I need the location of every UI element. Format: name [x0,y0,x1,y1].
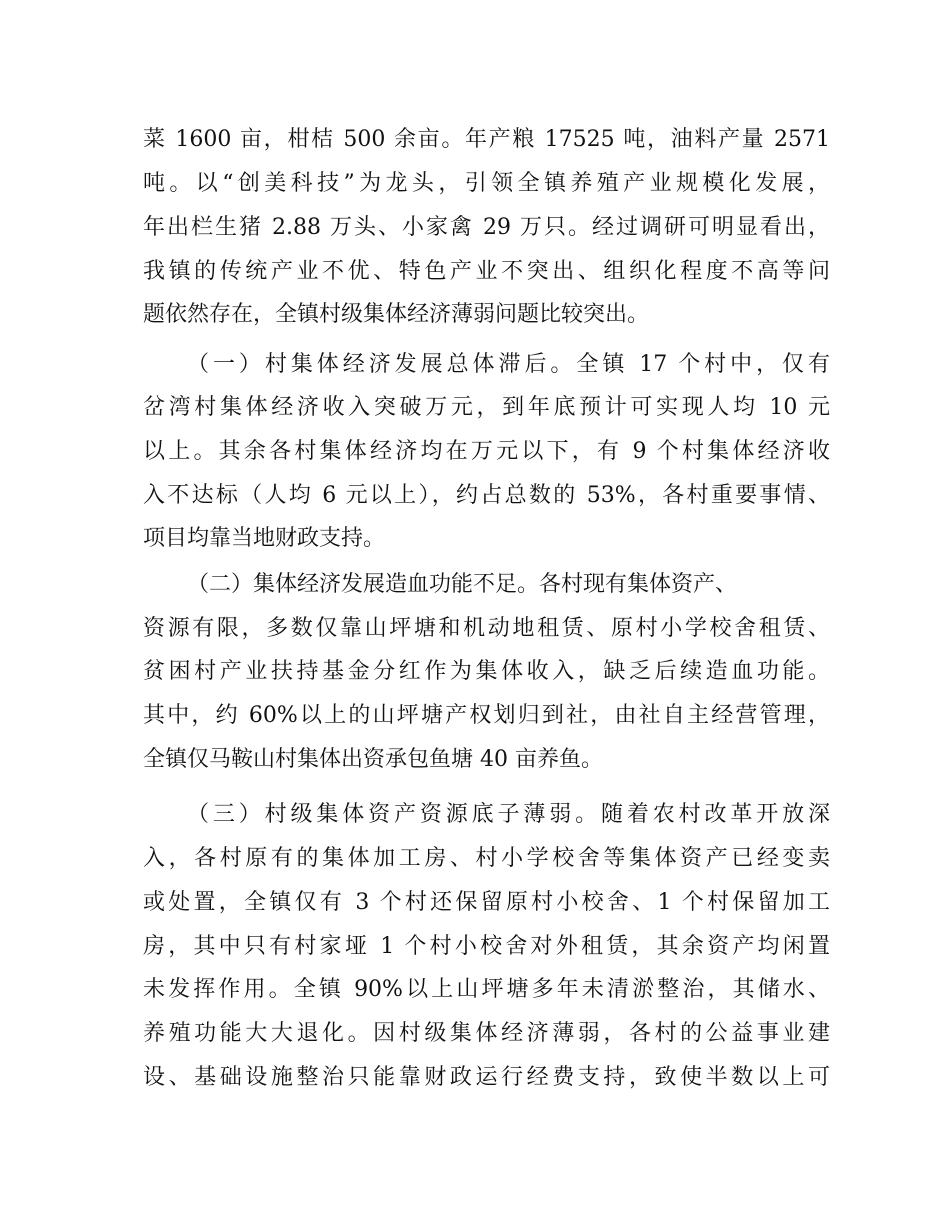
text-line: 菜 1600 亩，柑桔 500 余亩。年产粮 17525 吨，油料产量 2571 [143,127,830,152]
text-line: 未发挥作用。全镇 90%以上山坪塘多年未清淤整治，其储水、 [143,977,830,1002]
text-line: 吨。以“创美科技”为龙头，引领全镇养殖产业规模化发展， [143,171,830,196]
text-line: 年出栏生猪 2.88 万头、小家禽 29 万只。经过调研可明显看出， [143,215,830,240]
text-line: 题依然存在，全镇村级集体经济薄弱问题比较突出。 [143,302,650,327]
text-line: 或处置，全镇仅有 3 个村还保留原村小校舍、1 个村保留加工 [143,890,830,915]
text-line: 全镇仅马鞍山村集体出资承包鱼塘 40 亩养鱼。 [143,747,603,772]
text-line: 入，各村原有的集体加工房、村小学校舍等集体资产已经变卖 [143,846,830,871]
text-line: 资源有限，多数仅靠山坪塘和机动地租赁、原村小学校舍租赁、 [143,616,830,641]
section-heading-line: （一）村集体经济发展总体滞后。全镇 17 个村中，仅有 [187,352,830,377]
text-line: 项目均靠当地财政支持。 [143,526,386,551]
section-heading-line: （二）集体经济发展造血功能不足。各村现有集体资产、 [187,572,738,597]
section-heading-line: （三）村级集体资产资源底子薄弱。随着农村改革开放深 [187,802,830,827]
text-line: 养殖功能大大退化。因村级集体经济薄弱，各村的公益事业建 [143,1021,830,1046]
text-line: 以上。其余各村集体经济均在万元以下，有 9 个村集体经济收 [143,439,830,464]
text-line: 其中，约 60%以上的山坪塘产权划归到社，由社自主经营管理， [143,703,830,728]
text-line: 贫困村产业扶持基金分红作为集体收入，缺乏后续造血功能。 [143,659,830,684]
text-line: 房，其中只有村家垭 1 个村小校舍对外租赁，其余资产均闲置 [143,934,830,959]
text-line: 岔湾村集体经济收入突破万元，到年底预计可实现人均 10 元 [143,395,830,420]
text-line: 入不达标（人均 6 元以上），约占总数的 53%，各村重要事情、 [143,483,830,508]
text-line: 设、基础设施整治只能靠财政运行经费支持，致使半数以上可 [143,1065,830,1090]
text-line: 我镇的传统产业不优、特色产业不突出、组织化程度不高等问 [143,259,830,284]
